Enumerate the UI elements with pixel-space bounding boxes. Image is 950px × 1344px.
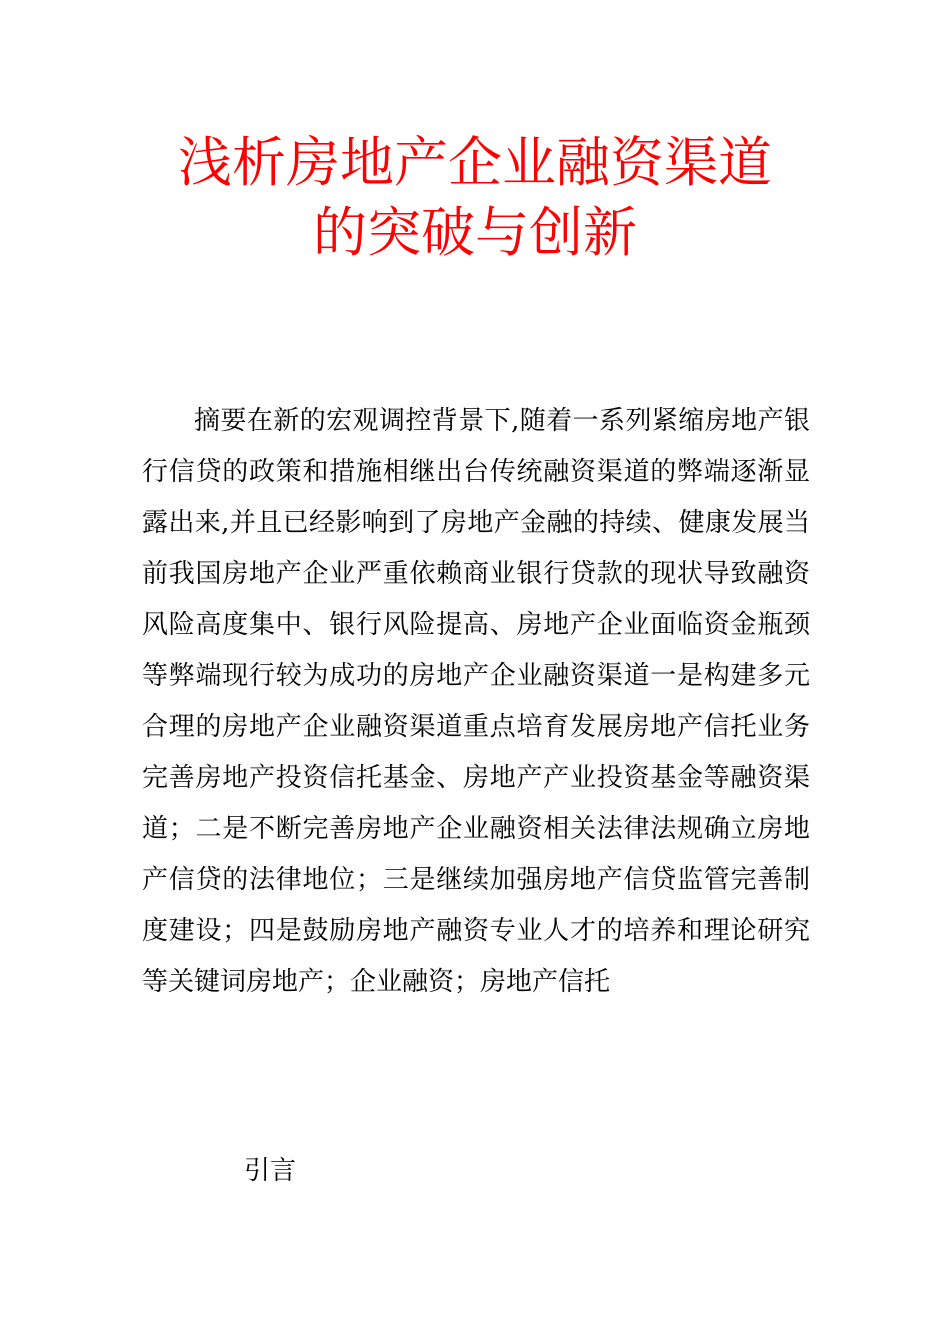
abstract-paragraph: 摘要在新的宏观调控背景下,随着一系列紧缩房地产银行信贷的政策和措施相继出台传统融资渠道的弊端逐渐显露出来,并且已经影响到了房地产金融的持续、健康发展当前我国房地产企业严重依赖商业银行贷款的现状导致融资风险高度集中、银行风险提高、房地产企业面临资金瓶颈等弊端现行较为成功的房地产企业融资渠道一是构建多元合理的房地产企业融资渠道重点培育发展房地产信托业务完善房地产投资信托基金、房地产产业投资基金等融资渠道；二是不断完善房地产企业融资相关法律法规确立房地产信贷的法律地位；三是继续加强房地产信贷监管完善制度建设；四是鼓励房地产融资专业人才的培养和理论研究等关键词房地产；企业融资；房地产信托 bbox=[142, 406, 810, 997]
document-title-line-2: 的突破与创新 bbox=[313, 201, 637, 264]
document-title-line-1: 浅析房地产企业融资渠道 bbox=[178, 131, 772, 194]
section-heading-introduction: 引言 bbox=[244, 1156, 297, 1186]
document-title bbox=[100, 128, 850, 268]
